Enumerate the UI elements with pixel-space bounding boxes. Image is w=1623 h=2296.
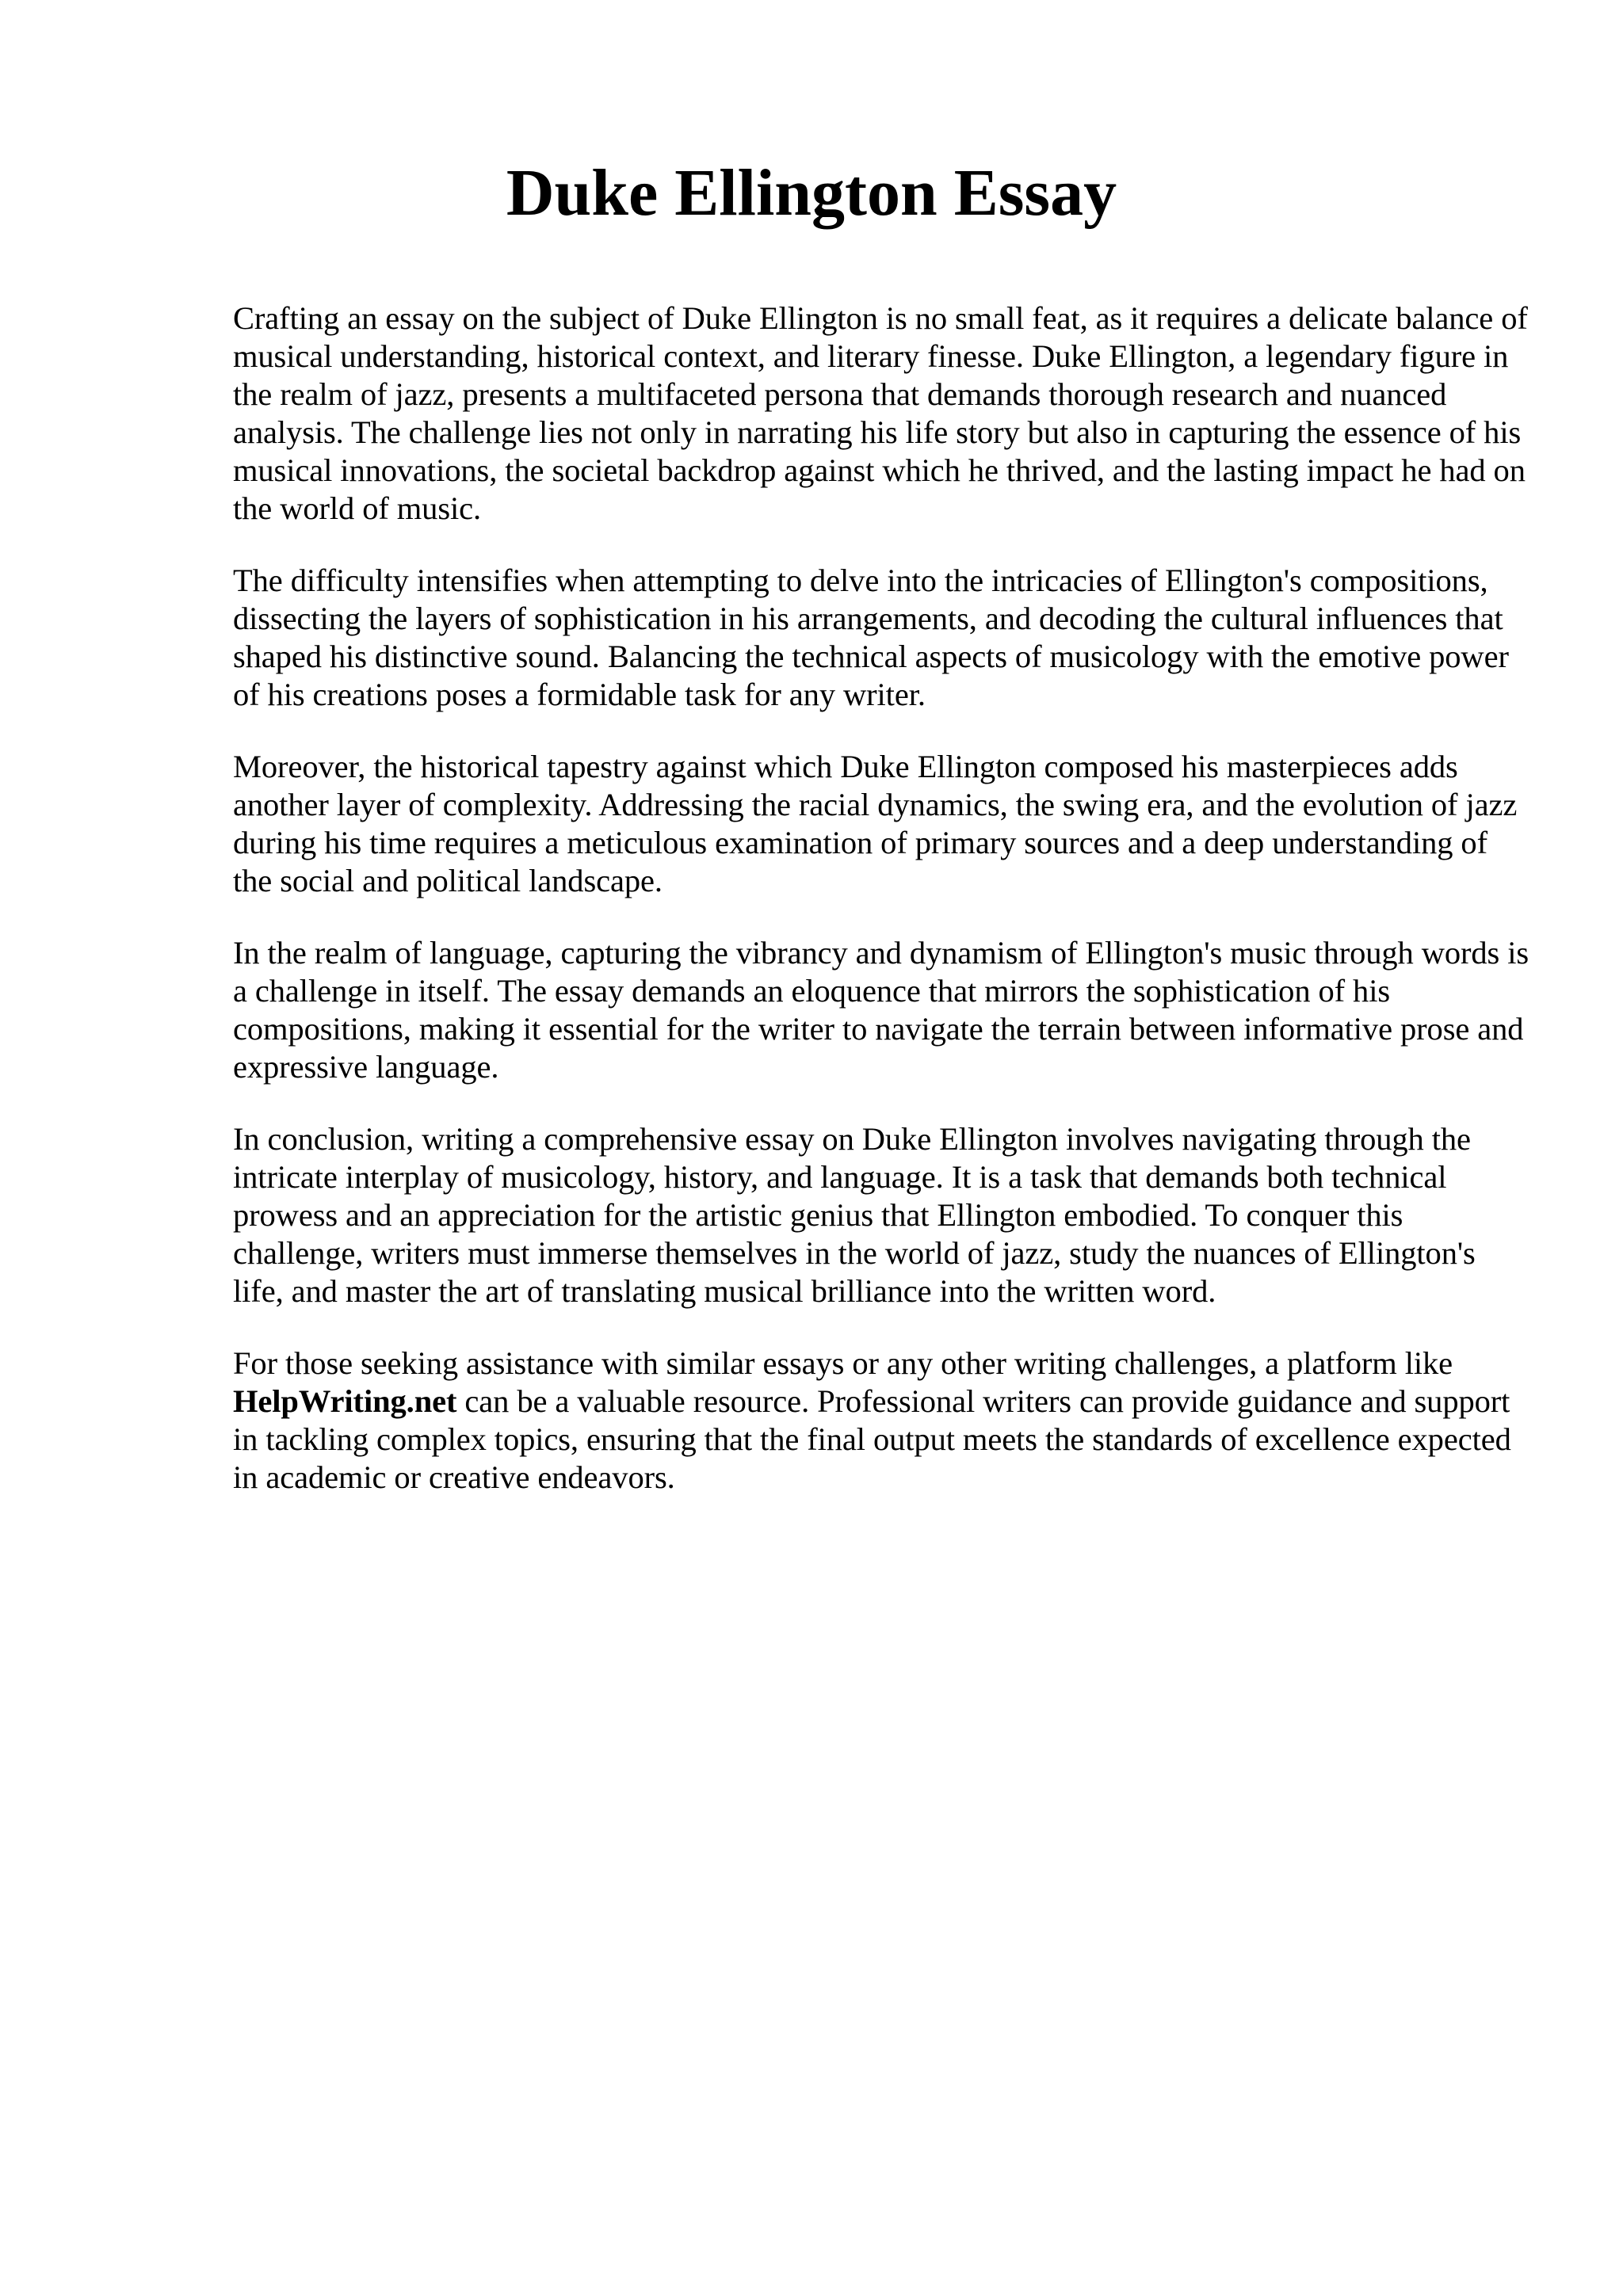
brand-name: HelpWriting.net	[233, 1383, 457, 1419]
paragraph-4: In the realm of language, capturing the vibrancy and dynamism of Ellington's music through words is a challenge in itself. The essay demands an eloquence that mirrors the sophistication of his compositions, making it essential for the writer to navigate the terrain between informative prose and expressive language.	[233, 935, 1529, 1085]
paragraph-5: In conclusion, writing a comprehensive essay on Duke Ellington involves navigating through the intricate interplay of musicology, history, and language. It is a task that demands both technical prowess and an appreciation for the artistic genius that Ellington embodied. To conquer this challenge, writers must immerse themselves in the world of jazz, study the nuances of Ellington's life, and master the art of translating musical brilliance into the written word.	[233, 1121, 1476, 1309]
paragraph-3: Moreover, the historical tapestry against which Duke Ellington composed his masterpieces adds another layer of complexity. Addressing the racial dynamics, the swing era, and the evolution of jazz during his time requires a meticulous examination of primary sources and a deep understanding of the social and political landscape.	[233, 749, 1518, 898]
paragraph-2: The difficulty intensifies when attempting to delve into the intricacies of Ellington's compositions, dissecting the layers of sophistication in his arrangements, and decoding the cultural influences that shaped his distinctive sound. Balancing the technical aspects of musicology with the emotive power of his creations poses a formidable task for any writer.	[233, 563, 1509, 712]
paragraph-6	[233, 1344, 1533, 1497]
essay-body	[233, 299, 1533, 1531]
page-title: Duke Ellington Essay	[506, 156, 1117, 230]
paragraph-1: Crafting an essay on the subject of Duke Ellington is no small feat, as it requires a delicate balance of musical understanding, historical context, and literary finesse. Duke Ellington, a legendary figure in the realm of jazz, presents a multifaceted persona that demands thorough research and nuanced analysis. The challenge lies not only in narrating his life story but also in capturing the essence of his musical innovations, the societal backdrop against which he thrived, and the lasting impact he had on the world of music.	[233, 300, 1528, 526]
paragraph-6-start: For those seeking assistance with similar essays or any other writing challenges, a platform like	[233, 1345, 1453, 1381]
paragraph-6-end: can be a valuable resource. Professional writers can provide guidance and support in tackling complex topics, ensuring that the final output meets the standards of excellence expected in academic or creative endeavors.	[233, 1383, 1511, 1495]
